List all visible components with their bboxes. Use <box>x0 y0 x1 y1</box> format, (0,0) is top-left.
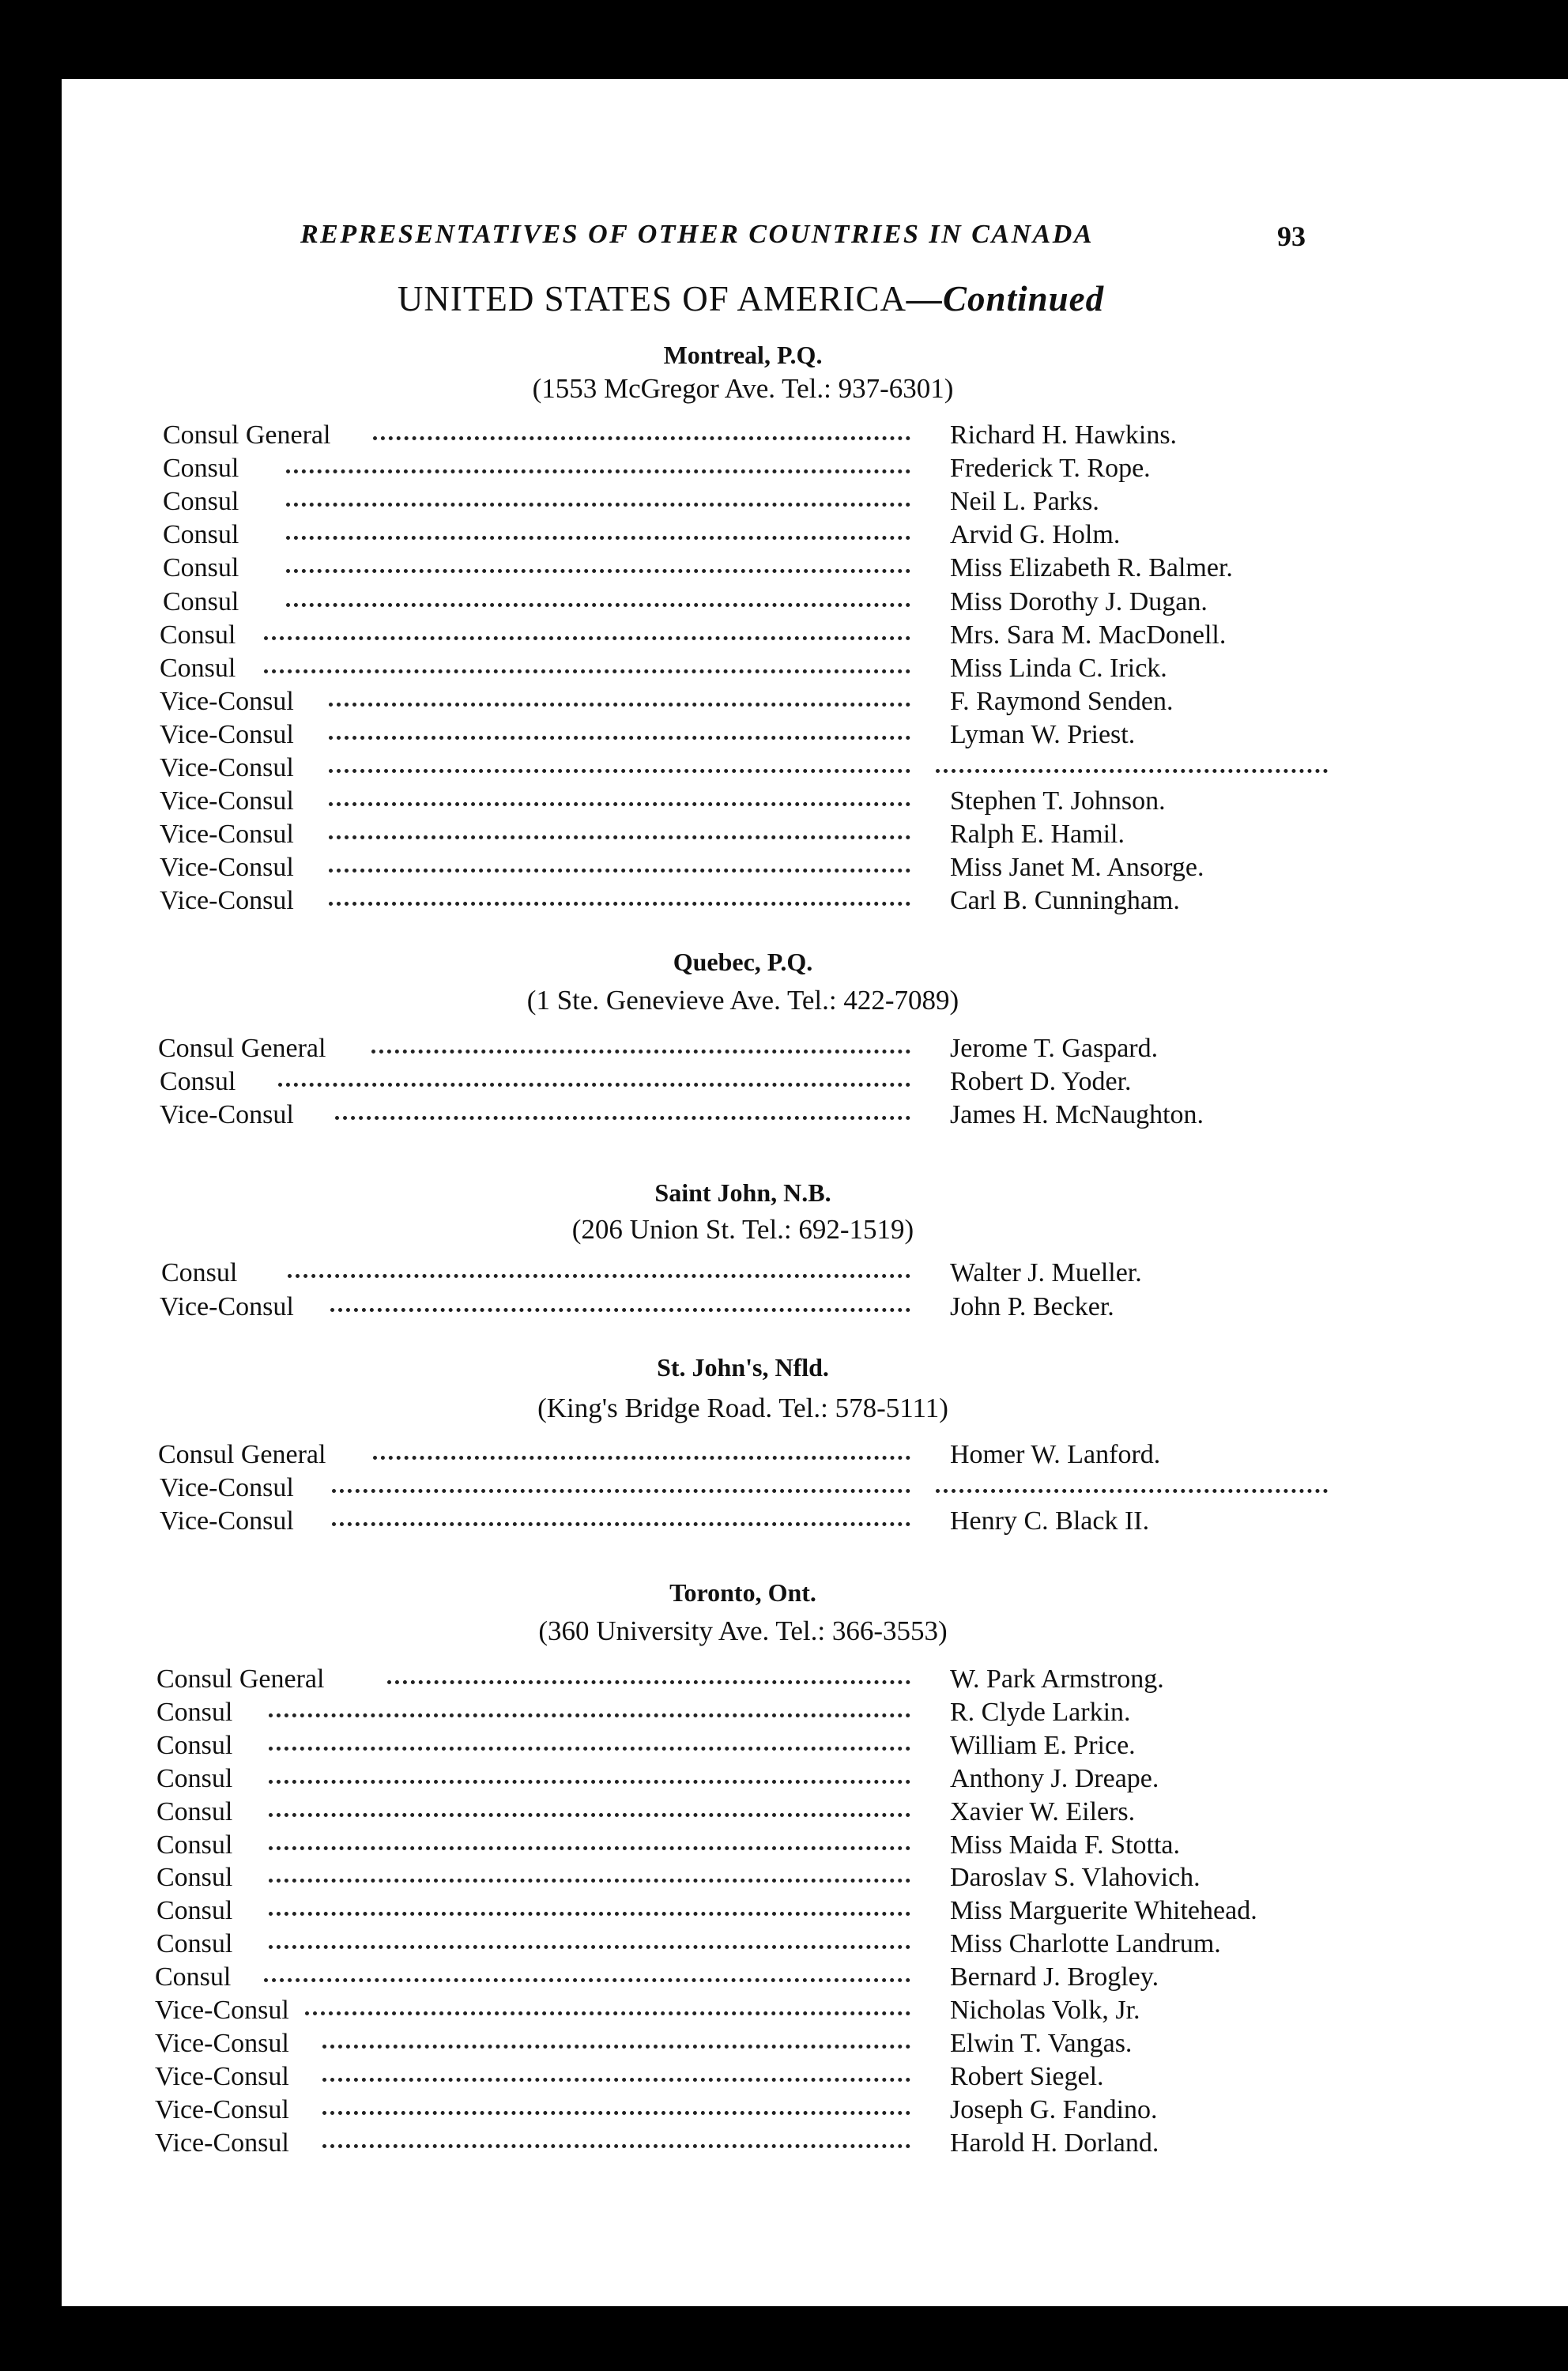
staff-title: Consul <box>156 1830 233 1860</box>
staff-name: Miss Marguerite Whitehead. <box>950 1896 1257 1925</box>
staff-row <box>0 2127 1568 2160</box>
continued-label: —Continued <box>906 279 1105 319</box>
dot-leader <box>269 1846 910 1850</box>
staff-row <box>0 652 1568 685</box>
dot-leader <box>286 603 910 607</box>
staff-title: Consul <box>163 587 239 616</box>
staff-title: Consul <box>163 454 239 483</box>
staff-row <box>0 2094 1568 2127</box>
vacant-position-leader <box>936 769 1328 773</box>
staff-title: Vice-Consul <box>160 1292 294 1321</box>
staff-title: Vice-Consul <box>160 687 294 716</box>
staff-title: Consul <box>156 1698 233 1727</box>
staff-name: Harold H. Dorland. <box>950 2128 1159 2158</box>
staff-name: Joseph G. Fandino. <box>950 2095 1158 2124</box>
staff-name: Henry C. Black II. <box>950 1506 1150 1536</box>
staff-name: Richard H. Hawkins. <box>950 420 1178 450</box>
staff-title: Consul General <box>156 1664 325 1694</box>
dot-leader <box>269 1945 910 1949</box>
staff-row <box>0 1099 1568 1132</box>
staff-name: Miss Maida F. Stotta. <box>950 1830 1181 1860</box>
dot-leader <box>286 536 910 540</box>
dot-leader <box>335 1116 910 1120</box>
staff-name: John P. Becker. <box>950 1292 1114 1321</box>
city-heading: St. John's, Nfld. <box>657 1353 829 1382</box>
staff-row <box>0 1961 1568 1994</box>
staff-row <box>0 718 1568 752</box>
staff-row <box>0 785 1568 818</box>
dot-leader <box>305 2011 910 2015</box>
staff-title: Vice-Consul <box>160 786 294 816</box>
dot-leader <box>269 1713 910 1717</box>
dot-leader <box>329 902 910 906</box>
staff-title: Consul <box>160 1067 236 1096</box>
staff-row <box>0 884 1568 918</box>
staff-row <box>0 1696 1568 1729</box>
staff-row <box>0 1065 1568 1099</box>
dot-leader <box>373 436 910 440</box>
staff-name: W. Park Armstrong. <box>950 1664 1164 1694</box>
consulate-address: (1 Ste. Genevieve Ave. Tel.: 422-7089) <box>526 985 959 1016</box>
staff-row <box>0 1796 1568 1829</box>
staff-name: F. Raymond Senden. <box>950 687 1174 716</box>
staff-name: William E. Price. <box>950 1731 1136 1760</box>
city-heading: Montreal, P.Q. <box>663 341 823 369</box>
staff-row <box>0 1438 1568 1472</box>
staff-title: Consul <box>155 1962 232 1992</box>
dot-leader <box>278 1083 910 1087</box>
staff-row <box>0 818 1568 851</box>
staff-row <box>0 552 1568 585</box>
staff-row <box>0 485 1568 518</box>
staff-name: Miss Linda C. Irick. <box>950 654 1167 683</box>
staff-title: Consul <box>163 487 239 516</box>
consulate-address: (King's Bridge Road. Tel.: 578-5111) <box>537 1393 948 1423</box>
dot-leader <box>286 569 910 573</box>
staff-title: Consul General <box>163 420 331 450</box>
staff-name: Robert Siegel. <box>950 2062 1104 2091</box>
staff-title: Consul General <box>158 1440 326 1469</box>
dot-leader <box>286 503 910 507</box>
dot-leader <box>322 2111 910 2115</box>
staff-title: Consul <box>163 520 239 549</box>
staff-name: Nicholas Volk, Jr. <box>950 1996 1140 2025</box>
staff-title: Consul <box>156 1731 233 1760</box>
staff-row <box>0 586 1568 619</box>
staff-title: Vice-Consul <box>155 1996 289 2025</box>
staff-name: Miss Elizabeth R. Balmer. <box>950 553 1233 582</box>
staff-row <box>0 851 1568 884</box>
staff-title: Consul General <box>158 1034 326 1063</box>
dot-leader <box>269 1747 910 1751</box>
staff-row <box>0 1894 1568 1928</box>
staff-name: R. Clyde Larkin. <box>950 1698 1131 1727</box>
dot-leader <box>288 1274 910 1278</box>
staff-name: Stephen T. Johnson. <box>950 786 1166 816</box>
staff-name: Bernard J. Brogley. <box>950 1962 1159 1992</box>
staff-row <box>0 1505 1568 1538</box>
scan-border-bottom <box>0 2306 1568 2371</box>
dot-leader <box>387 1680 910 1684</box>
dot-leader <box>269 1780 910 1784</box>
staff-title: Consul <box>156 1896 233 1925</box>
dot-leader <box>322 2078 910 2082</box>
staff-title: Vice-Consul <box>160 820 294 849</box>
staff-row <box>0 452 1568 485</box>
city-heading: Quebec, P.Q. <box>673 948 813 976</box>
staff-name: Walter J. Mueller. <box>950 1258 1142 1287</box>
dot-leader <box>264 1978 910 1982</box>
dot-leader <box>332 1522 910 1526</box>
staff-name: Miss Charlotte Landrum. <box>950 1929 1221 1958</box>
staff-title: Consul <box>161 1258 238 1287</box>
staff-name: Anthony J. Dreape. <box>950 1764 1159 1793</box>
consulate-address: (360 University Ave. Tel.: 366-3553) <box>538 1615 948 1646</box>
dot-leader <box>329 835 910 839</box>
dot-leader <box>330 1308 910 1312</box>
staff-name: Lyman W. Priest. <box>950 720 1136 749</box>
dot-leader <box>373 1456 910 1460</box>
staff-row <box>0 419 1568 452</box>
dot-leader <box>371 1050 910 1054</box>
staff-title: Consul <box>156 1797 233 1826</box>
staff-row <box>0 685 1568 718</box>
staff-title: Consul <box>156 1764 233 1793</box>
staff-title: Consul <box>160 654 236 683</box>
staff-title: Vice-Consul <box>160 1473 294 1502</box>
consulate-address: (206 Union St. Tel.: 692-1519) <box>571 1214 914 1245</box>
staff-row <box>0 1829 1568 1862</box>
staff-title: Vice-Consul <box>155 2062 289 2091</box>
staff-title: Vice-Consul <box>160 853 294 882</box>
country-title <box>0 278 1502 319</box>
staff-row <box>0 1032 1568 1065</box>
dot-leader <box>329 736 910 740</box>
consulate-address: (1553 McGregor Ave. Tel.: 937-6301) <box>532 373 954 404</box>
dot-leader <box>269 1879 910 1883</box>
staff-title: Vice-Consul <box>160 753 294 782</box>
staff-row <box>0 1762 1568 1796</box>
dot-leader <box>286 469 910 473</box>
staff-row <box>0 1729 1568 1762</box>
staff-title: Consul <box>156 1929 233 1958</box>
city-heading: Saint John, N.B. <box>654 1178 831 1207</box>
country-name: UNITED STATES OF AMERICA <box>397 279 907 319</box>
staff-row <box>0 1861 1568 1894</box>
dot-leader <box>269 1912 910 1916</box>
staff-title: Consul <box>163 553 239 582</box>
dot-leader <box>329 802 910 806</box>
staff-row <box>0 2027 1568 2060</box>
staff-name: Miss Dorothy J. Dugan. <box>950 587 1208 616</box>
dot-leader <box>264 636 910 640</box>
staff-name: Daroslav S. Vlahovich. <box>950 1863 1200 1892</box>
staff-row <box>0 1291 1568 1324</box>
running-head: REPRESENTATIVES OF OTHER COUNTRIES IN CANADA <box>300 220 1095 249</box>
dot-leader <box>264 669 910 673</box>
dot-leader <box>332 1489 910 1493</box>
staff-name: Carl B. Cunningham. <box>950 886 1180 915</box>
staff-row <box>0 1257 1568 1290</box>
staff-row <box>0 752 1568 785</box>
staff-name: Xavier W. Eilers. <box>950 1797 1136 1826</box>
staff-row <box>0 619 1568 652</box>
staff-row <box>0 1663 1568 1696</box>
staff-title: Vice-Consul <box>160 886 294 915</box>
staff-name: Frederick T. Rope. <box>950 454 1151 483</box>
staff-name: Mrs. Sara M. MacDonell. <box>950 620 1227 650</box>
staff-name: Homer W. Lanford. <box>950 1440 1161 1469</box>
dot-leader <box>322 2144 910 2148</box>
staff-name: Ralph E. Hamil. <box>950 820 1125 849</box>
staff-title: Vice-Consul <box>155 2128 289 2158</box>
dot-leader <box>322 2045 910 2049</box>
staff-name: Neil L. Parks. <box>950 487 1099 516</box>
staff-title: Vice-Consul <box>155 2095 289 2124</box>
staff-title: Vice-Consul <box>160 720 294 749</box>
staff-row <box>0 518 1568 552</box>
staff-name: Elwin T. Vangas. <box>950 2029 1133 2058</box>
staff-title: Consul <box>156 1863 233 1892</box>
staff-row <box>0 1994 1568 2027</box>
staff-name: James H. McNaughton. <box>950 1100 1204 1129</box>
staff-name: Miss Janet M. Ansorge. <box>950 853 1204 882</box>
staff-row <box>0 2060 1568 2094</box>
staff-name: Jerome T. Gaspard. <box>950 1034 1159 1063</box>
dot-leader <box>269 1813 910 1817</box>
staff-title: Vice-Consul <box>160 1100 294 1129</box>
city-heading: Toronto, Ont. <box>669 1578 816 1607</box>
scan-border-top <box>0 0 1568 79</box>
dot-leader <box>329 769 910 773</box>
staff-title: Vice-Consul <box>160 1506 294 1536</box>
staff-name: Robert D. Yoder. <box>950 1067 1132 1096</box>
staff-row <box>0 1928 1568 1961</box>
dot-leader <box>329 703 910 707</box>
page-number: 93 <box>1277 221 1306 252</box>
staff-title: Vice-Consul <box>155 2029 289 2058</box>
staff-name: Arvid G. Holm. <box>950 520 1121 549</box>
staff-row <box>0 1472 1568 1505</box>
staff-title: Consul <box>160 620 236 650</box>
dot-leader <box>329 869 910 873</box>
vacant-position-leader <box>936 1489 1328 1493</box>
